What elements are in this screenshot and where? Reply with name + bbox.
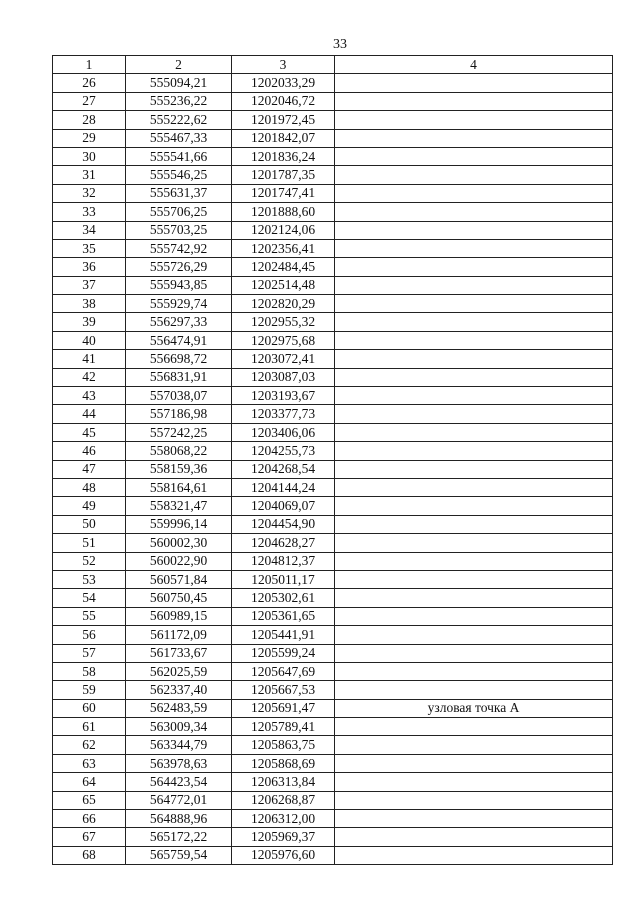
x-coordinate-cell: 555943,85 <box>126 276 232 294</box>
point-number-cell: 33 <box>53 203 126 221</box>
y-coordinate-cell: 1203072,41 <box>232 350 335 368</box>
y-coordinate-cell: 1202033,29 <box>232 74 335 92</box>
x-coordinate-cell: 561733,67 <box>126 644 232 662</box>
table-row <box>53 221 613 239</box>
x-coordinate-cell: 556474,91 <box>126 331 232 349</box>
y-coordinate-cell: 1203406,06 <box>232 423 335 441</box>
y-coordinate-cell: 1205647,69 <box>232 662 335 680</box>
x-coordinate-cell: 555546,25 <box>126 166 232 184</box>
note-cell <box>335 221 613 239</box>
y-coordinate-cell: 1202124,06 <box>232 221 335 239</box>
y-coordinate-cell: 1206312,00 <box>232 810 335 828</box>
note-cell <box>335 276 613 294</box>
note-cell <box>335 313 613 331</box>
point-number-cell: 30 <box>53 147 126 165</box>
note-cell <box>335 460 613 478</box>
table-row <box>53 534 613 552</box>
table-row <box>53 423 613 441</box>
x-coordinate-cell: 555094,21 <box>126 74 232 92</box>
column-header-3: 3 <box>232 56 335 74</box>
table-row <box>53 331 613 349</box>
point-number-cell: 31 <box>53 166 126 184</box>
point-number-cell: 28 <box>53 111 126 129</box>
point-number-cell: 55 <box>53 607 126 625</box>
y-coordinate-cell: 1205667,53 <box>232 681 335 699</box>
note-cell <box>335 515 613 533</box>
y-coordinate-cell: 1205441,91 <box>232 626 335 644</box>
table-row <box>53 258 613 276</box>
y-coordinate-cell: 1201836,24 <box>232 147 335 165</box>
note-cell <box>335 754 613 772</box>
point-number-cell: 40 <box>53 331 126 349</box>
point-number-cell: 26 <box>53 74 126 92</box>
note-cell <box>335 791 613 809</box>
note-cell <box>335 405 613 423</box>
point-number-cell: 53 <box>53 570 126 588</box>
table-row <box>53 810 613 828</box>
table-row <box>53 147 613 165</box>
x-coordinate-cell: 564888,96 <box>126 810 232 828</box>
x-coordinate-cell: 563009,34 <box>126 718 232 736</box>
table-row <box>53 589 613 607</box>
y-coordinate-cell: 1203377,73 <box>232 405 335 423</box>
table-row <box>53 405 613 423</box>
table-row <box>53 442 613 460</box>
note-cell <box>335 718 613 736</box>
note-cell <box>335 295 613 313</box>
table-row <box>53 754 613 772</box>
table-row <box>53 295 613 313</box>
table-row <box>53 791 613 809</box>
y-coordinate-cell: 1202975,68 <box>232 331 335 349</box>
point-number-cell: 36 <box>53 258 126 276</box>
column-header-1: 1 <box>53 56 126 74</box>
table-row <box>53 662 613 680</box>
table-row <box>53 92 613 110</box>
y-coordinate-cell: 1201888,60 <box>232 203 335 221</box>
table-row <box>53 478 613 496</box>
x-coordinate-cell: 558321,47 <box>126 497 232 515</box>
x-coordinate-cell: 562483,59 <box>126 699 232 717</box>
table-row <box>53 681 613 699</box>
note-cell <box>335 184 613 202</box>
table-row <box>53 239 613 257</box>
x-coordinate-cell: 555541,66 <box>126 147 232 165</box>
table-row <box>53 699 613 717</box>
y-coordinate-cell: 1205361,65 <box>232 607 335 625</box>
point-number-cell: 37 <box>53 276 126 294</box>
note-cell <box>335 442 613 460</box>
note-cell <box>335 129 613 147</box>
table-row <box>53 497 613 515</box>
x-coordinate-cell: 555222,62 <box>126 111 232 129</box>
y-coordinate-cell: 1205691,47 <box>232 699 335 717</box>
x-coordinate-cell: 556698,72 <box>126 350 232 368</box>
y-coordinate-cell: 1205863,75 <box>232 736 335 754</box>
x-coordinate-cell: 555929,74 <box>126 295 232 313</box>
table-row <box>53 828 613 846</box>
x-coordinate-cell: 557038,07 <box>126 387 232 405</box>
table-row <box>53 111 613 129</box>
note-cell <box>335 166 613 184</box>
note-cell <box>335 239 613 257</box>
x-coordinate-cell: 560989,15 <box>126 607 232 625</box>
point-number-cell: 61 <box>53 718 126 736</box>
point-number-cell: 32 <box>53 184 126 202</box>
note-cell <box>335 773 613 791</box>
note-cell <box>335 662 613 680</box>
x-coordinate-cell: 555703,25 <box>126 221 232 239</box>
point-number-cell: 60 <box>53 699 126 717</box>
point-number-cell: 43 <box>53 387 126 405</box>
point-number-cell: 39 <box>53 313 126 331</box>
x-coordinate-cell: 563978,63 <box>126 754 232 772</box>
x-coordinate-cell: 557242,25 <box>126 423 232 441</box>
note-cell <box>335 828 613 846</box>
x-coordinate-cell: 556831,91 <box>126 368 232 386</box>
y-coordinate-cell: 1202955,32 <box>232 313 335 331</box>
x-coordinate-cell: 555706,25 <box>126 203 232 221</box>
x-coordinate-cell: 560750,45 <box>126 589 232 607</box>
y-coordinate-cell: 1202514,48 <box>232 276 335 294</box>
x-coordinate-cell: 560571,84 <box>126 570 232 588</box>
table-row <box>53 460 613 478</box>
x-coordinate-cell: 555631,37 <box>126 184 232 202</box>
y-coordinate-cell: 1204144,24 <box>232 478 335 496</box>
y-coordinate-cell: 1201747,41 <box>232 184 335 202</box>
table-row <box>53 644 613 662</box>
table-row <box>53 607 613 625</box>
point-number-cell: 54 <box>53 589 126 607</box>
note-cell <box>335 478 613 496</box>
x-coordinate-cell: 563344,79 <box>126 736 232 754</box>
table-row <box>53 129 613 147</box>
x-coordinate-cell: 558164,61 <box>126 478 232 496</box>
x-coordinate-cell: 555742,92 <box>126 239 232 257</box>
y-coordinate-cell: 1203193,67 <box>232 387 335 405</box>
x-coordinate-cell: 565759,54 <box>126 846 232 864</box>
note-cell <box>335 111 613 129</box>
point-number-cell: 57 <box>53 644 126 662</box>
note-cell <box>335 626 613 644</box>
point-number-cell: 29 <box>53 129 126 147</box>
point-number-cell: 45 <box>53 423 126 441</box>
point-number-cell: 52 <box>53 552 126 570</box>
table-row <box>53 626 613 644</box>
point-number-cell: 62 <box>53 736 126 754</box>
note-cell <box>335 331 613 349</box>
y-coordinate-cell: 1204812,37 <box>232 552 335 570</box>
x-coordinate-cell: 557186,98 <box>126 405 232 423</box>
note-cell <box>335 570 613 588</box>
point-number-cell: 48 <box>53 478 126 496</box>
point-number-cell: 49 <box>53 497 126 515</box>
table-row <box>53 74 613 92</box>
note-cell <box>335 147 613 165</box>
y-coordinate-cell: 1202820,29 <box>232 295 335 313</box>
note-cell <box>335 92 613 110</box>
note-cell <box>335 846 613 864</box>
note-cell <box>335 368 613 386</box>
column-header-2: 2 <box>126 56 232 74</box>
point-number-cell: 42 <box>53 368 126 386</box>
x-coordinate-cell: 555467,33 <box>126 129 232 147</box>
point-number-cell: 58 <box>53 662 126 680</box>
table-header <box>53 56 613 74</box>
x-coordinate-cell: 565172,22 <box>126 828 232 846</box>
note-cell <box>335 423 613 441</box>
point-number-cell: 59 <box>53 681 126 699</box>
x-coordinate-cell: 560002,30 <box>126 534 232 552</box>
y-coordinate-cell: 1204069,07 <box>232 497 335 515</box>
note-cell <box>335 736 613 754</box>
table-row <box>53 184 613 202</box>
x-coordinate-cell: 564423,54 <box>126 773 232 791</box>
table-row <box>53 368 613 386</box>
y-coordinate-cell: 1205976,60 <box>232 846 335 864</box>
point-number-cell: 56 <box>53 626 126 644</box>
note-cell <box>335 350 613 368</box>
x-coordinate-cell: 558068,22 <box>126 442 232 460</box>
column-header-4: 4 <box>335 56 613 74</box>
x-coordinate-cell: 564772,01 <box>126 791 232 809</box>
point-number-cell: 38 <box>53 295 126 313</box>
y-coordinate-cell: 1204268,54 <box>232 460 335 478</box>
table-row <box>53 387 613 405</box>
point-number-cell: 65 <box>53 791 126 809</box>
point-number-cell: 64 <box>53 773 126 791</box>
y-coordinate-cell: 1201972,45 <box>232 111 335 129</box>
note-cell <box>335 552 613 570</box>
note-cell <box>335 607 613 625</box>
note-cell <box>335 258 613 276</box>
x-coordinate-cell: 559996,14 <box>126 515 232 533</box>
y-coordinate-cell: 1204255,73 <box>232 442 335 460</box>
note-cell <box>335 810 613 828</box>
header-row <box>53 56 613 74</box>
x-coordinate-cell: 562025,59 <box>126 662 232 680</box>
y-coordinate-cell: 1201787,35 <box>232 166 335 184</box>
table-row <box>53 276 613 294</box>
y-coordinate-cell: 1204628,27 <box>232 534 335 552</box>
table-row <box>53 350 613 368</box>
y-coordinate-cell: 1205011,17 <box>232 570 335 588</box>
note-cell <box>335 74 613 92</box>
note-cell <box>335 681 613 699</box>
table-row <box>53 718 613 736</box>
point-number-cell: 35 <box>53 239 126 257</box>
x-coordinate-cell: 558159,36 <box>126 460 232 478</box>
table-body <box>53 74 613 865</box>
table-row <box>53 203 613 221</box>
point-number-cell: 27 <box>53 92 126 110</box>
y-coordinate-cell: 1205789,41 <box>232 718 335 736</box>
y-coordinate-cell: 1202484,45 <box>232 258 335 276</box>
table-row <box>53 736 613 754</box>
y-coordinate-cell: 1205868,69 <box>232 754 335 772</box>
table-row <box>53 773 613 791</box>
point-number-cell: 67 <box>53 828 126 846</box>
note-cell <box>335 589 613 607</box>
table-row <box>53 570 613 588</box>
y-coordinate-cell: 1203087,03 <box>232 368 335 386</box>
y-coordinate-cell: 1202356,41 <box>232 239 335 257</box>
table-row <box>53 552 613 570</box>
point-number-cell: 34 <box>53 221 126 239</box>
table-row <box>53 846 613 864</box>
note-cell <box>335 534 613 552</box>
table-row <box>53 166 613 184</box>
y-coordinate-cell: 1206268,87 <box>232 791 335 809</box>
x-coordinate-cell: 556297,33 <box>126 313 232 331</box>
note-cell <box>335 644 613 662</box>
y-coordinate-cell: 1205599,24 <box>232 644 335 662</box>
point-number-cell: 44 <box>53 405 126 423</box>
x-coordinate-cell: 562337,40 <box>126 681 232 699</box>
point-number-cell: 66 <box>53 810 126 828</box>
note-cell: узловая точка А <box>335 699 613 717</box>
point-number-cell: 50 <box>53 515 126 533</box>
point-number-cell: 51 <box>53 534 126 552</box>
y-coordinate-cell: 1202046,72 <box>232 92 335 110</box>
y-coordinate-cell: 1204454,90 <box>232 515 335 533</box>
x-coordinate-cell: 561172,09 <box>126 626 232 644</box>
point-number-cell: 47 <box>53 460 126 478</box>
note-cell <box>335 387 613 405</box>
point-number-cell: 46 <box>53 442 126 460</box>
y-coordinate-cell: 1206313,84 <box>232 773 335 791</box>
point-number-cell: 68 <box>53 846 126 864</box>
note-cell <box>335 203 613 221</box>
table-row <box>53 515 613 533</box>
x-coordinate-cell: 555726,29 <box>126 258 232 276</box>
x-coordinate-cell: 555236,22 <box>126 92 232 110</box>
point-number-cell: 41 <box>53 350 126 368</box>
table-row <box>53 313 613 331</box>
y-coordinate-cell: 1205969,37 <box>232 828 335 846</box>
note-cell <box>335 497 613 515</box>
point-number-cell: 63 <box>53 754 126 772</box>
x-coordinate-cell: 560022,90 <box>126 552 232 570</box>
y-coordinate-cell: 1201842,07 <box>232 129 335 147</box>
page-number: 33 <box>333 37 347 52</box>
coordinates-table <box>52 55 613 865</box>
y-coordinate-cell: 1205302,61 <box>232 589 335 607</box>
